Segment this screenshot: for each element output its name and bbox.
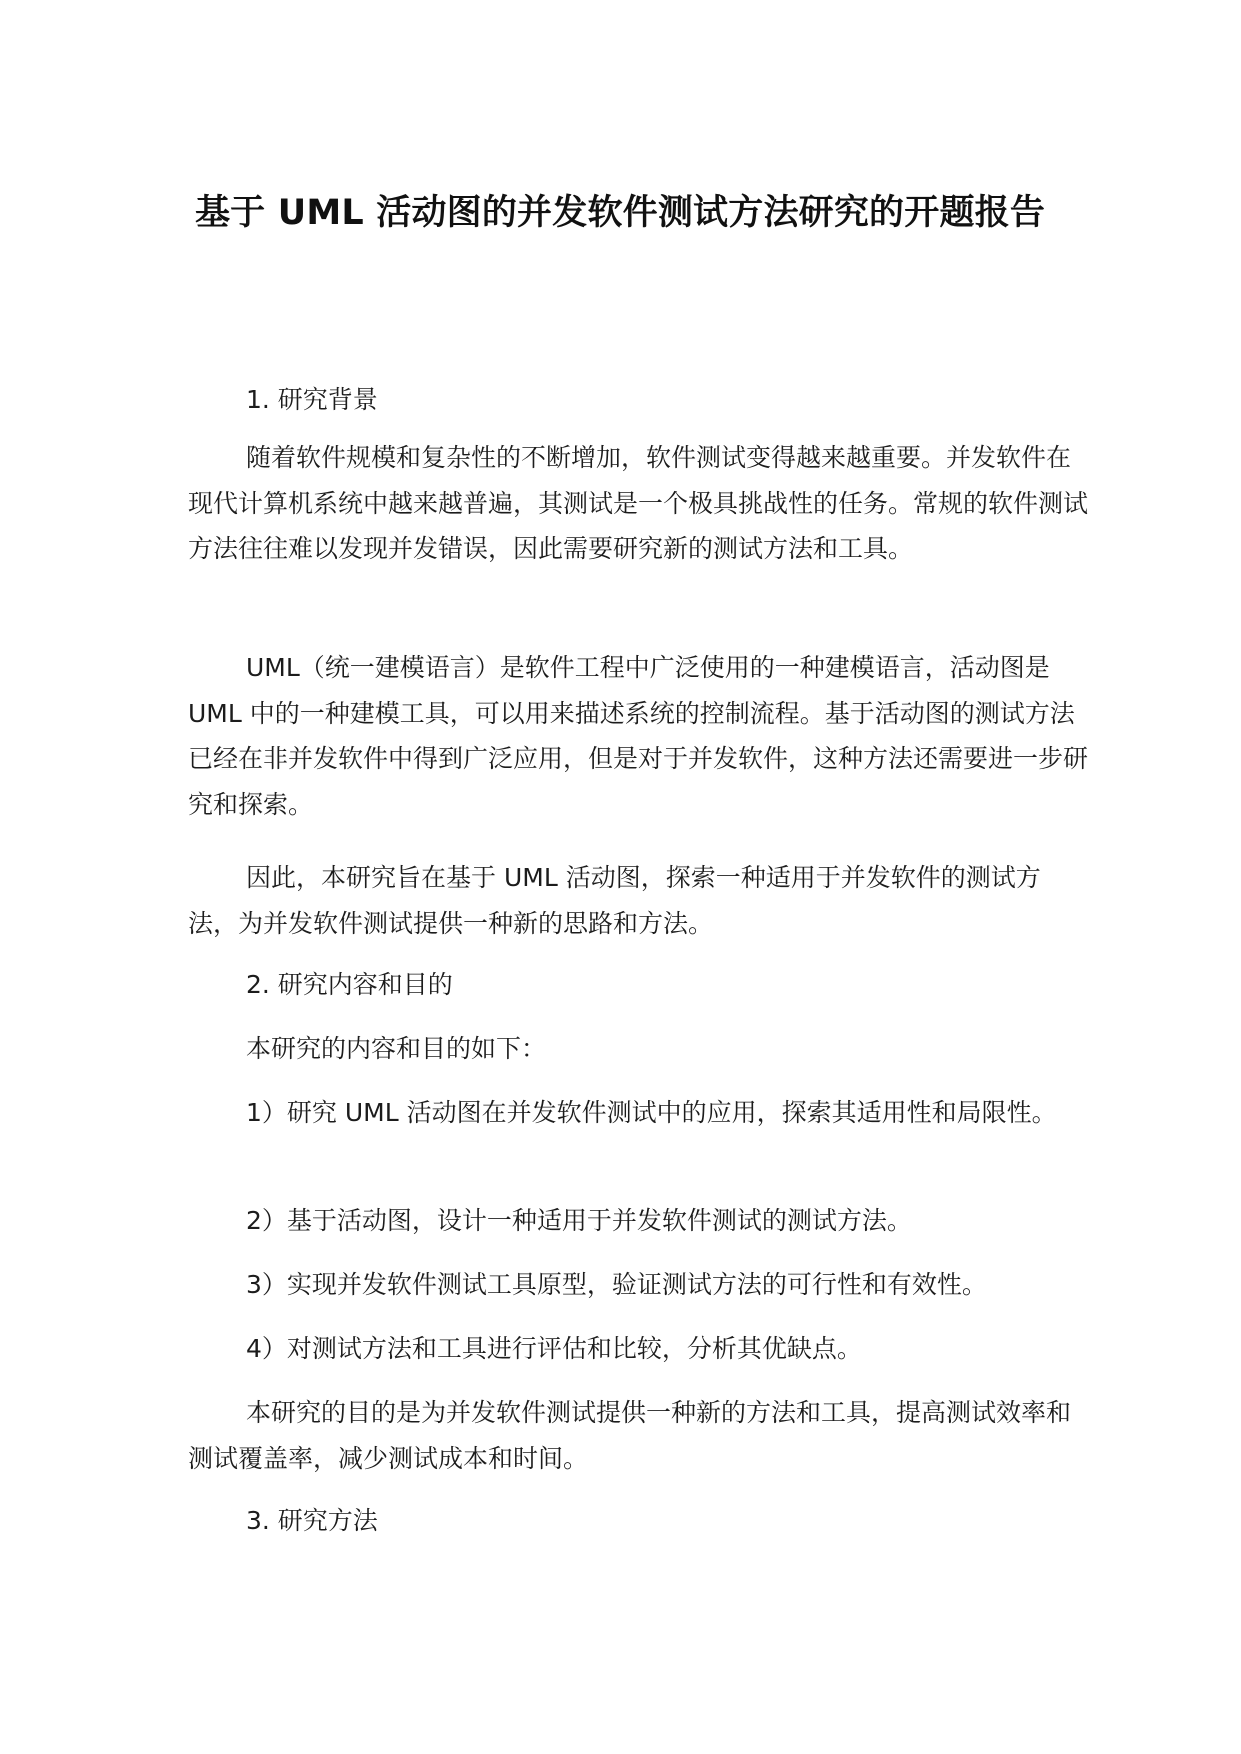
- list-item-4: 4）对测试方法和工具进行评估和比较，分析其优缺点。: [246, 1334, 862, 1363]
- document-title: 基于 UML 活动图的并发软件测试方法研究的开题报告: [194, 193, 1046, 233]
- paragraph-background-3: 因此，本研究旨在基于 UML 活动图，探索一种适用于并发软件的测试方法，为并发软件测试提供一种新的思路和方法。: [188, 863, 1041, 938]
- section-heading-content-goals: 2. 研究内容和目的: [246, 970, 453, 999]
- paragraph-background-2: UML（统一建模语言）是软件工程中广泛使用的一种建模语言，活动图是 UML 中的一种建模工具，可以用来描述系统的控制流程。基于活动图的测试方法已经在非并发软件中得到广泛应用，但是对于并发软件，这种方法还需要进一步研究和探索。: [188, 653, 1089, 819]
- section-heading-background: 1. 研究背景: [246, 385, 378, 414]
- list-item-2: 2）基于活动图，设计一种适用于并发软件测试的测试方法。: [246, 1206, 912, 1235]
- list-item-1: 1）研究 UML 活动图在并发软件测试中的应用，探索其适用性和局限性。: [246, 1098, 1057, 1127]
- paragraph-purpose: 本研究的目的是为并发软件测试提供一种新的方法和工具，提高测试效率和测试覆盖率，减少测试成本和时间。: [188, 1398, 1072, 1473]
- paragraph-content-intro: 本研究的内容和目的如下：: [246, 1034, 547, 1063]
- paragraph-background-1: 随着软件规模和复杂性的不断增加，软件测试变得越来越重要。并发软件在现代计算机系统中越来越普遍，其测试是一个极具挑战性的任务。常规的软件测试方法往往难以发现并发错误，因此需要研究新的测试方法和工具。: [188, 443, 1089, 563]
- list-item-3: 3）实现并发软件测试工具原型，验证测试方法的可行性和有效性。: [246, 1270, 987, 1299]
- section-heading-methods: 3. 研究方法: [246, 1506, 378, 1535]
